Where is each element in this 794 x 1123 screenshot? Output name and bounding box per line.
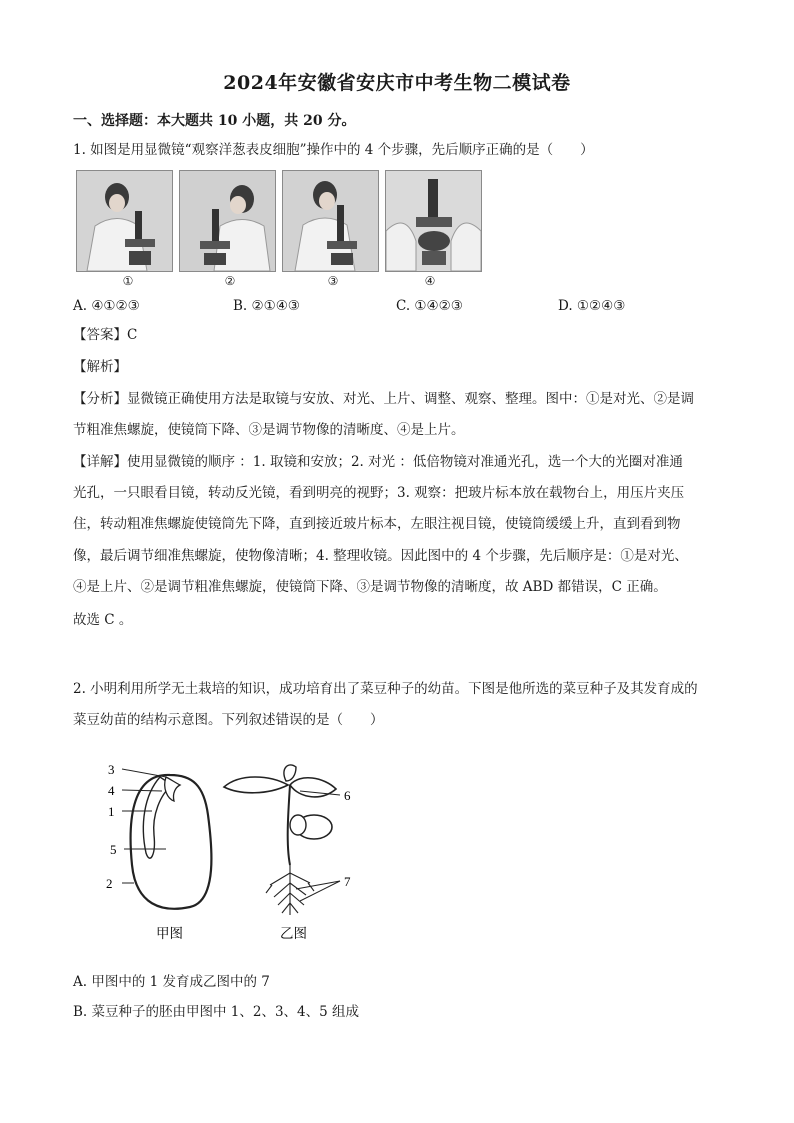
- q1-detail-line: 住，转动粗准焦螺旋使镜筒先下降，直到接近玻片标本，左眼注视目镜，使镜筒缓缓上升，直到看到物: [73, 516, 681, 532]
- section-heading: 一、选择题：本大题共 10 小题，共 20 分。: [73, 113, 356, 129]
- seedling-top-leaf: [284, 765, 296, 781]
- photo-label-2: ②: [224, 274, 236, 288]
- photo-step-2: [179, 170, 276, 272]
- seedling-leaf-left: [224, 777, 288, 793]
- seed-label-2: 2: [106, 876, 113, 891]
- q1-detail-line: ④是上片、②是调节粗准焦螺旋，使镜筒下降、③是调节物像的清晰度，故 ABD 都错误，C 正确。: [73, 579, 667, 595]
- q1-detail-line: 故选 C 。: [73, 612, 133, 628]
- seed-label-5: 5: [110, 842, 117, 857]
- photo-step-3: [282, 170, 379, 272]
- q2-option-a: A. 甲图中的 1 发育成乙图中的 7: [73, 974, 270, 990]
- q1-analysis-line: 【分析】显微镜正确使用方法是取镜与安放、对光、上片、调整、观察、整理。图中：①是对光、②是调: [73, 391, 694, 407]
- seedling-label-6: 6: [344, 788, 351, 803]
- seedling-label-7: 7: [344, 874, 351, 889]
- microscope-photos: [76, 170, 480, 272]
- caption-jia: 甲图: [156, 926, 183, 942]
- q1-detail-line: 像，最后调节细准焦螺旋，使物像清晰；4. 整理收镜。因此图中的 4 个步骤，先后顺序是：①是对光、: [73, 548, 688, 564]
- seedling-roots: [266, 865, 314, 915]
- q1-detail-line: 光孔，一只眼看目镜，转动反光镜，看到明亮的视野；3. 观察：把玻片标本放在载物台上，用压片夹压: [73, 485, 685, 501]
- question-2-stem: 菜豆幼苗的结构示意图。下列叙述错误的是（ ）: [73, 712, 384, 728]
- seed-label-1: 1: [108, 804, 115, 819]
- q1-option-c: C. ①④②③: [396, 298, 463, 314]
- seed-label-3: 3: [108, 762, 115, 777]
- q1-analysis-line: 节粗准焦螺旋，使镜筒下降、③是调节物像的清晰度、④是上片。: [73, 422, 465, 438]
- q1-analysis-header: 【解析】: [73, 359, 127, 375]
- photo-label-3: ③: [327, 274, 339, 288]
- q1-option-d: D. ①②④③: [558, 298, 626, 314]
- caption-yi: 乙图: [280, 926, 307, 942]
- photo-step-4: [385, 170, 482, 272]
- q1-answer: 【答案】C: [73, 327, 138, 343]
- seed-seedling-diagram: [100, 755, 370, 945]
- q1-detail-line: 【详解】使用显微镜的顺序 ：1. 取镜和安放；2. 对光 ：低倍物镜对准通光孔，选一个大的光圈对准通: [73, 454, 683, 470]
- seed-label-4: 4: [108, 783, 115, 798]
- question-1-stem: 1. 如图是用显微镜“观察洋葱表皮细胞”操作中的 4 个步骤，先后顺序正确的是（ ）: [73, 142, 594, 158]
- question-2-stem: 2. 小明利用所学无土栽培的知识，成功培育出了菜豆种子的幼苗。下图是他所选的菜豆种子及其发育成的: [73, 681, 698, 697]
- photo-label-1: ①: [122, 274, 134, 288]
- q2-option-b: B. 菜豆种子的胚由甲图中 1、2、3、4、5 组成: [73, 1004, 360, 1020]
- photo-step-1: [76, 170, 173, 272]
- plumule-shape: [165, 777, 180, 801]
- q1-option-a: A. ④①②③: [73, 298, 140, 314]
- q1-option-b: B. ②①④③: [233, 298, 300, 314]
- photo-label-4: ④: [424, 274, 436, 288]
- page-title: 2024年安徽省安庆市中考生物二模试卷: [223, 72, 571, 94]
